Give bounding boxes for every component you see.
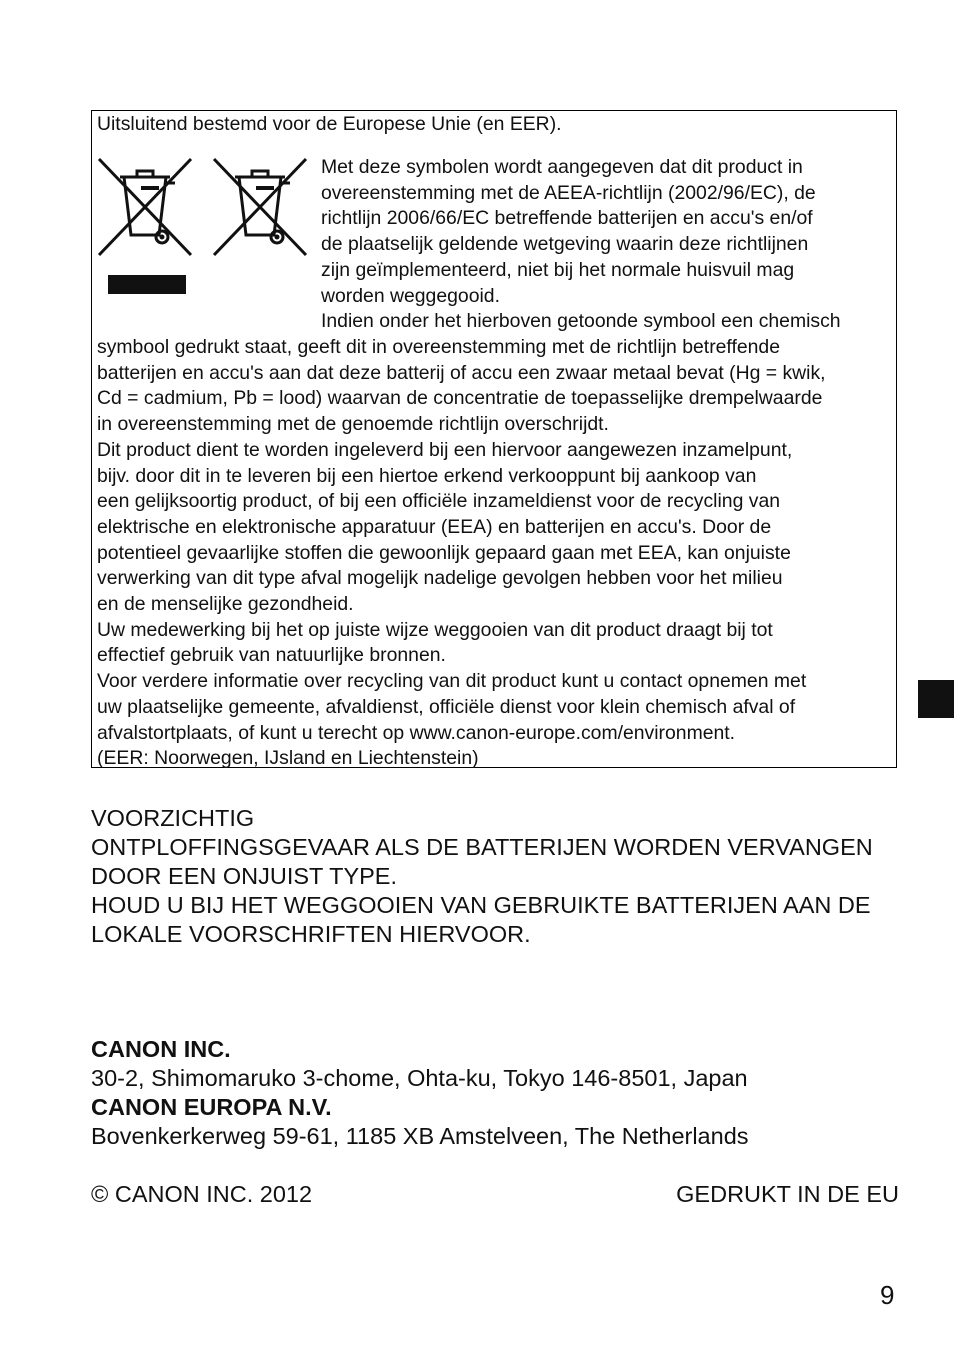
europe-company-name: CANON EUROPA N.V.	[91, 1094, 332, 1120]
crossed-out-wheelie-bin-icon	[211, 157, 309, 257]
chapter-tab-marker	[918, 680, 954, 718]
page-number: 9	[880, 1280, 895, 1310]
europe-company-address: Bovenkerkerweg 59-61, 1185 XB Amstelveen, The Netherlands	[91, 1123, 749, 1149]
company-name: CANON INC.	[91, 1036, 231, 1062]
caution-block: VOORZICHTIG ONTPLOFFINGSGEVAAR ALS DE BATTERIJEN WORDEN VERVANGEN DOOR EEN ONJUIST TYPE. HOUD U BIJ HET WEGGOOIEN VAN GEBRUIKTE BATTERIJEN AAN DE LOKALE VOORSCHRIFTEN HIERVOOR.	[91, 805, 873, 947]
copyright: © CANON INC. 2012	[91, 1181, 313, 1207]
weee-notice-box	[91, 110, 897, 768]
battery-marking-bar	[108, 275, 186, 294]
company-address: 30-2, Shimomaruko 3-chome, Ohta-ku, Tokyo 146-8501, Japan	[91, 1065, 748, 1091]
company-block	[91, 1035, 749, 1151]
crossed-out-wheelie-bin-icon	[96, 157, 194, 257]
notice-intro: Met deze symbolen wordt aangegeven dat dit product in overeenstemming met de AEEA-richtlijn (2002/96/EC), de richtlijn 2006/66/EC betreffende batterijen en accu's en/of de plaatselijk geldende wetgeving waarin deze richtlijnen zijn geïmplementeerd, niet bij het normale huisvuil mag worden weggegooid. Indien onder het hierboven getoonde symbool een chemisch	[321, 156, 841, 333]
notice-header: Uitsluitend bestemd voor de Europese Unie (en EER).	[97, 113, 562, 135]
notice-body: symbool gedrukt staat, geeft dit in overeenstemming met de richtlijn betreffende batterijen en accu's aan dat deze batterij of accu een zwaar metaal bevat (Hg = kwik, Cd = cadmium, Pb = lood) waarvan de concentratie de toepasselijke drempelwaarde in overeenstemming met de genoemde richtlijn overschrijdt. Dit product dient te worden ingeleverd bij een hiervoor aangewezen inzamelpunt, bijv. door dit in te leveren bij een hiertoe erkend verkooppunt bij aankoop van een gelijksoortig product, of bij een officiële inzameldienst voor de recycling van elektrische en elektronische apparatuur (EEA) en batterijen en accu's. Door de potentieel gevaarlijke stoffen die gewoonlijk gepaard gaan met EEA, kan onjuiste verwerking van dit type afval mogelijk nadelige gevolgen hebben voor het milieu en de menselijke gezondheid. Uw medewerking bij het op juiste wijze weggooien van dit product draagt bij tot effectief gebruik van natuurlijke bronnen. Voor verdere informatie over recycling van dit product kunt u contact opnemen met uw plaatselijke gemeente, afvaldienst, officiële dienst voor klein chemisch afval of afvalstortplaats, of kunt u terecht op www.canon-europe.com/environment. (EER: Noorwegen, IJsland en Liechtenstein)	[97, 336, 826, 770]
printed-in: GEDRUKT IN DE EU	[676, 1181, 899, 1207]
